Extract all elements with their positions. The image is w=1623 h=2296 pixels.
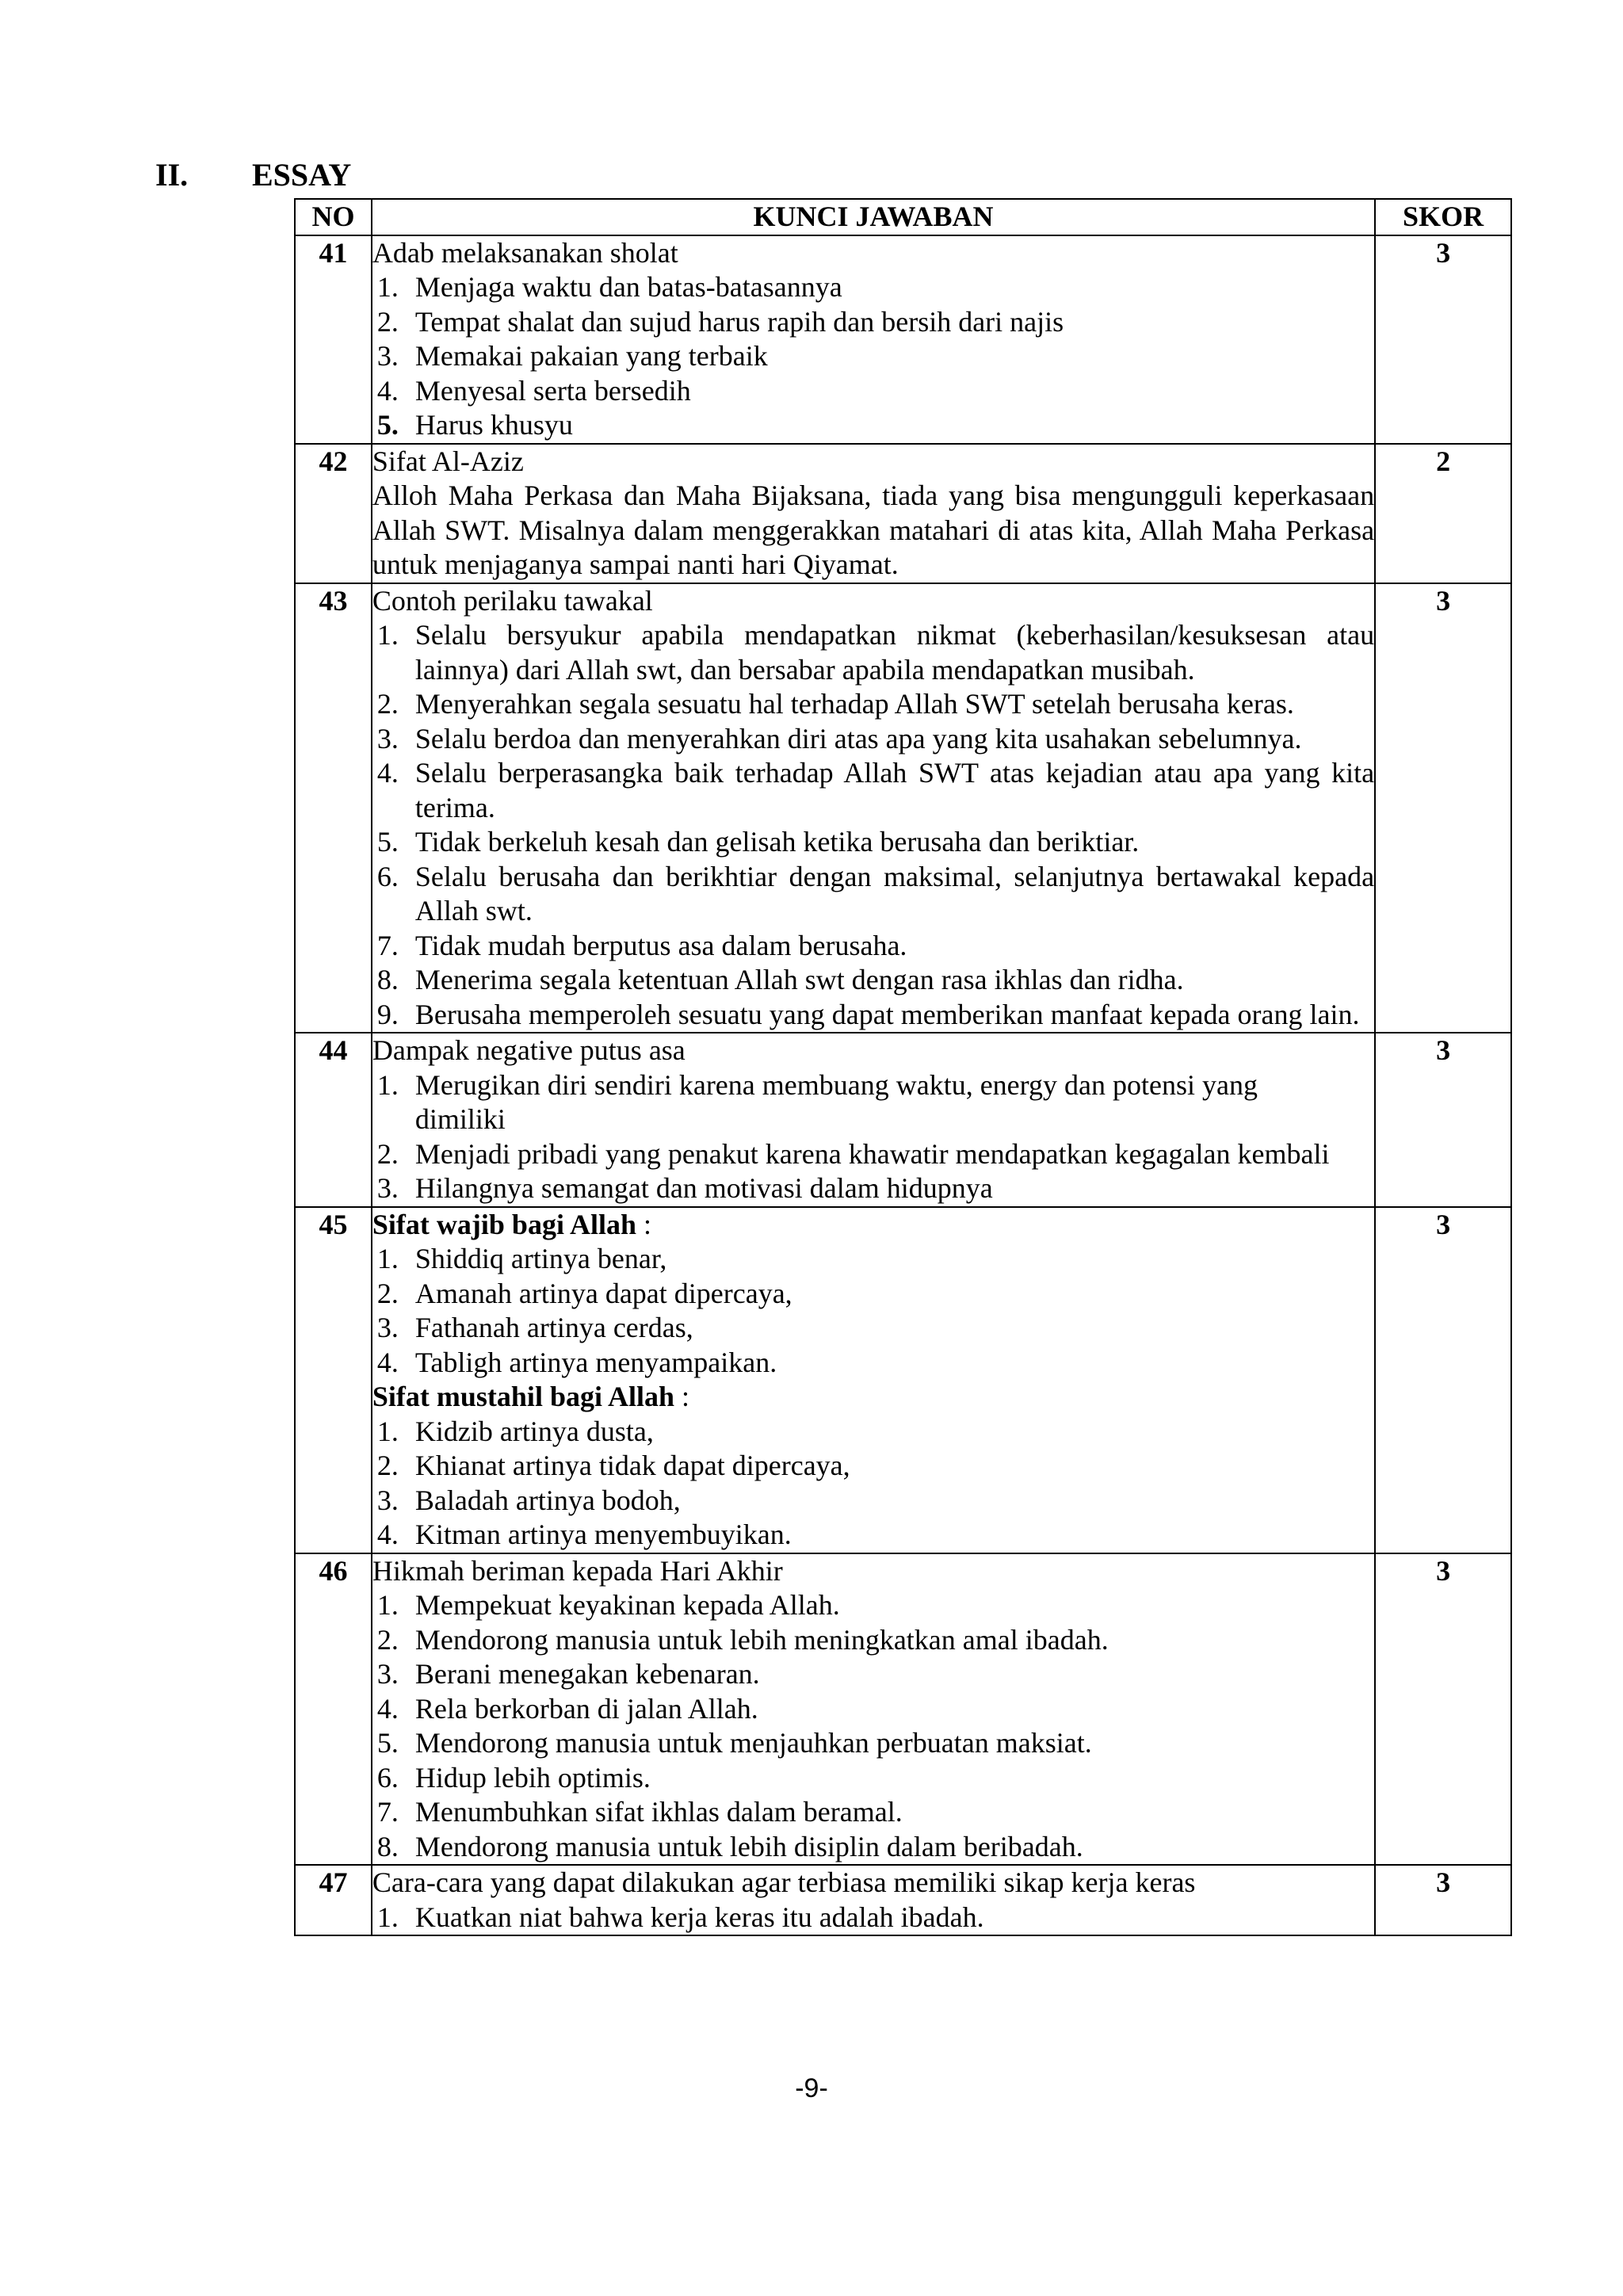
- answer-paragraph: Alloh Maha Perkasa dan Maha Bijaksana, tiada yang bisa mengungguli keperkasaan Allah SWT. Misalnya dalam menggerakkan matahari di atas kita, Allah Maha Perkasa untuk menjaganya sampai nanti hari Qiyamat.: [372, 479, 1375, 580]
- answer-key-table: [294, 198, 1512, 1936]
- answer-title: Contoh perilaku tawakal: [372, 584, 653, 617]
- list-item: 5. Mendorong manusia untuk menjauhkan perbuatan maksiat.: [376, 1727, 1092, 1759]
- answer-title: Sifat Al-Aziz: [372, 445, 524, 477]
- list-item: 3. Berani menegakan kebenaran.: [376, 1658, 760, 1690]
- answer-title: Cara-cara yang dapat dilakukan agar terbiasa memiliki sikap kerja keras: [372, 1866, 1196, 1898]
- list-item: 1. Merugikan diri sendiri karena membuang waktu, energy dan potensi yang dimiliki: [376, 1068, 1258, 1135]
- score-value: 2: [1375, 444, 1511, 583]
- list-item: 4. Kitman artinya menyembuyikan.: [376, 1519, 792, 1550]
- answer-subheading: Sifat mustahil bagi Allah :: [372, 1381, 690, 1412]
- list-item: 1. Shiddiq artinya benar,: [376, 1243, 667, 1274]
- table-row: [295, 1207, 1511, 1553]
- answer-list: [372, 1901, 1374, 1935]
- list-item: 8. Mendorong manusia untuk lebih disiplin dalam beribadah.: [376, 1830, 1083, 1862]
- score-value: 3: [1375, 583, 1511, 1033]
- score-value: 3: [1375, 1865, 1511, 1935]
- answer-list: [372, 1242, 1374, 1380]
- table-header-row: [295, 199, 1511, 235]
- score-value: 3: [1375, 1207, 1511, 1553]
- question-number: 41: [295, 235, 372, 444]
- list-item: 2. Tempat shalat dan sujud harus rapih dan bersih dari najis: [376, 305, 1064, 338]
- list-item: 1. Mempekuat keyakinan kepada Allah.: [376, 1589, 840, 1621]
- list-item: 2. Khianat artinya tidak dapat dipercaya,: [376, 1450, 850, 1481]
- answer-title: Hikmah beriman kepada Hari Akhir: [372, 1554, 783, 1587]
- list-item: 1. Kidzib artinya dusta,: [376, 1415, 654, 1447]
- table-row: [295, 1865, 1511, 1935]
- list-item: 2. Amanah artinya dapat dipercaya,: [376, 1277, 792, 1309]
- table-row: [295, 1033, 1511, 1207]
- list-item: 9. Berusaha memperoleh sesuatu yang dapat memberikan manfaat kepada orang lain.: [376, 998, 1360, 1030]
- table-row: [295, 1553, 1511, 1866]
- table-row: [295, 583, 1511, 1033]
- section-number: II.: [155, 157, 189, 193]
- answer-subheading: Sifat wajib bagi Allah :: [372, 1208, 651, 1240]
- list-item: 5. Harus khusyu: [376, 409, 573, 441]
- list-item: 4. Selalu berperasangka baik terhadap Allah SWT atas kejadian atau apa yang kita terima.: [376, 757, 1375, 823]
- page-number: -9-: [795, 2073, 828, 2103]
- list-item: 3. Selalu berdoa dan menyerahkan diri atas apa yang kita usahakan sebelumnya.: [376, 722, 1302, 755]
- answer-list: [372, 270, 1374, 443]
- answer-list: [372, 1588, 1374, 1864]
- list-item: 3. Fathanah artinya cerdas,: [376, 1312, 693, 1343]
- list-item: 4. Menyesal serta bersedih: [376, 374, 691, 407]
- question-number: 42: [295, 444, 372, 583]
- header-score: SKOR: [1375, 199, 1511, 235]
- answer-cell: [372, 1207, 1375, 1553]
- answer-cell: [372, 235, 1375, 444]
- answer-list: [372, 1415, 1374, 1553]
- list-item: 8. Menerima segala ketentuan Allah swt dengan rasa ikhlas dan ridha.: [376, 964, 1184, 995]
- answer-title: Adab melaksanakan sholat: [372, 236, 678, 269]
- header-no: NO: [295, 199, 372, 235]
- list-item: 3. Baladah artinya bodoh,: [376, 1484, 681, 1516]
- question-number: 43: [295, 583, 372, 1033]
- list-item: 3. Hilangnya semangat dan motivasi dalam hidupnya: [376, 1172, 993, 1204]
- list-item: 1. Menjaga waktu dan batas-batasannya: [376, 271, 842, 303]
- list-item: 2. Menyerahkan segala sesuatu hal terhadap Allah SWT setelah berusaha keras.: [376, 688, 1294, 720]
- list-item: 6. Selalu berusaha dan berikhtiar dengan maksimal, selanjutnya bertawakal kepada Allah swt.: [376, 860, 1375, 926]
- score-value: 3: [1375, 235, 1511, 444]
- answer-cell: [372, 1033, 1375, 1207]
- question-number: 44: [295, 1033, 372, 1207]
- list-item: 7. Menumbuhkan sifat ikhlas dalam beramal.: [376, 1796, 903, 1828]
- section-title: ESSAY: [252, 157, 352, 193]
- section-heading: [155, 155, 351, 195]
- list-item: 5. Tidak berkeluh kesah dan gelisah ketika berusaha dan beriktiar.: [376, 826, 1140, 858]
- answer-title: Dampak negative putus asa: [372, 1034, 685, 1066]
- list-item: 1. Kuatkan niat bahwa kerja keras itu adalah ibadah.: [376, 1901, 984, 1933]
- score-value: 3: [1375, 1033, 1511, 1207]
- answer-list: [372, 1068, 1374, 1206]
- table-row: [295, 444, 1511, 583]
- question-number: 46: [295, 1553, 372, 1866]
- answer-cell: [372, 583, 1375, 1033]
- list-item: 4. Tabligh artinya menyampaikan.: [376, 1346, 777, 1378]
- list-item: 4. Rela berkorban di jalan Allah.: [376, 1692, 758, 1725]
- list-item: 2. Menjadi pribadi yang penakut karena khawatir mendapatkan kegagalan kembali: [376, 1137, 1330, 1170]
- answer-list: [372, 618, 1374, 1032]
- list-item: 3. Memakai pakaian yang terbaik: [376, 340, 768, 372]
- list-item: 2. Mendorong manusia untuk lebih meningkatkan amal ibadah.: [376, 1623, 1109, 1656]
- score-value: 3: [1375, 1553, 1511, 1866]
- answer-cell: [372, 1865, 1375, 1935]
- list-item: 7. Tidak mudah berputus asa dalam berusaha.: [376, 929, 907, 961]
- answer-cell: [372, 1553, 1375, 1866]
- answer-cell: [372, 444, 1375, 583]
- table-row: [295, 235, 1511, 444]
- question-number: 45: [295, 1207, 372, 1553]
- header-answer: KUNCI JAWABAN: [372, 199, 1375, 235]
- list-item: 6. Hidup lebih optimis.: [376, 1761, 651, 1794]
- question-number: 47: [295, 1865, 372, 1935]
- list-item: 1. Selalu bersyukur apabila mendapatkan nikmat (keberhasilan/kesuksesan atau lainnya) dari Allah swt, dan bersabar apabila mendapatkan musibah.: [376, 619, 1375, 686]
